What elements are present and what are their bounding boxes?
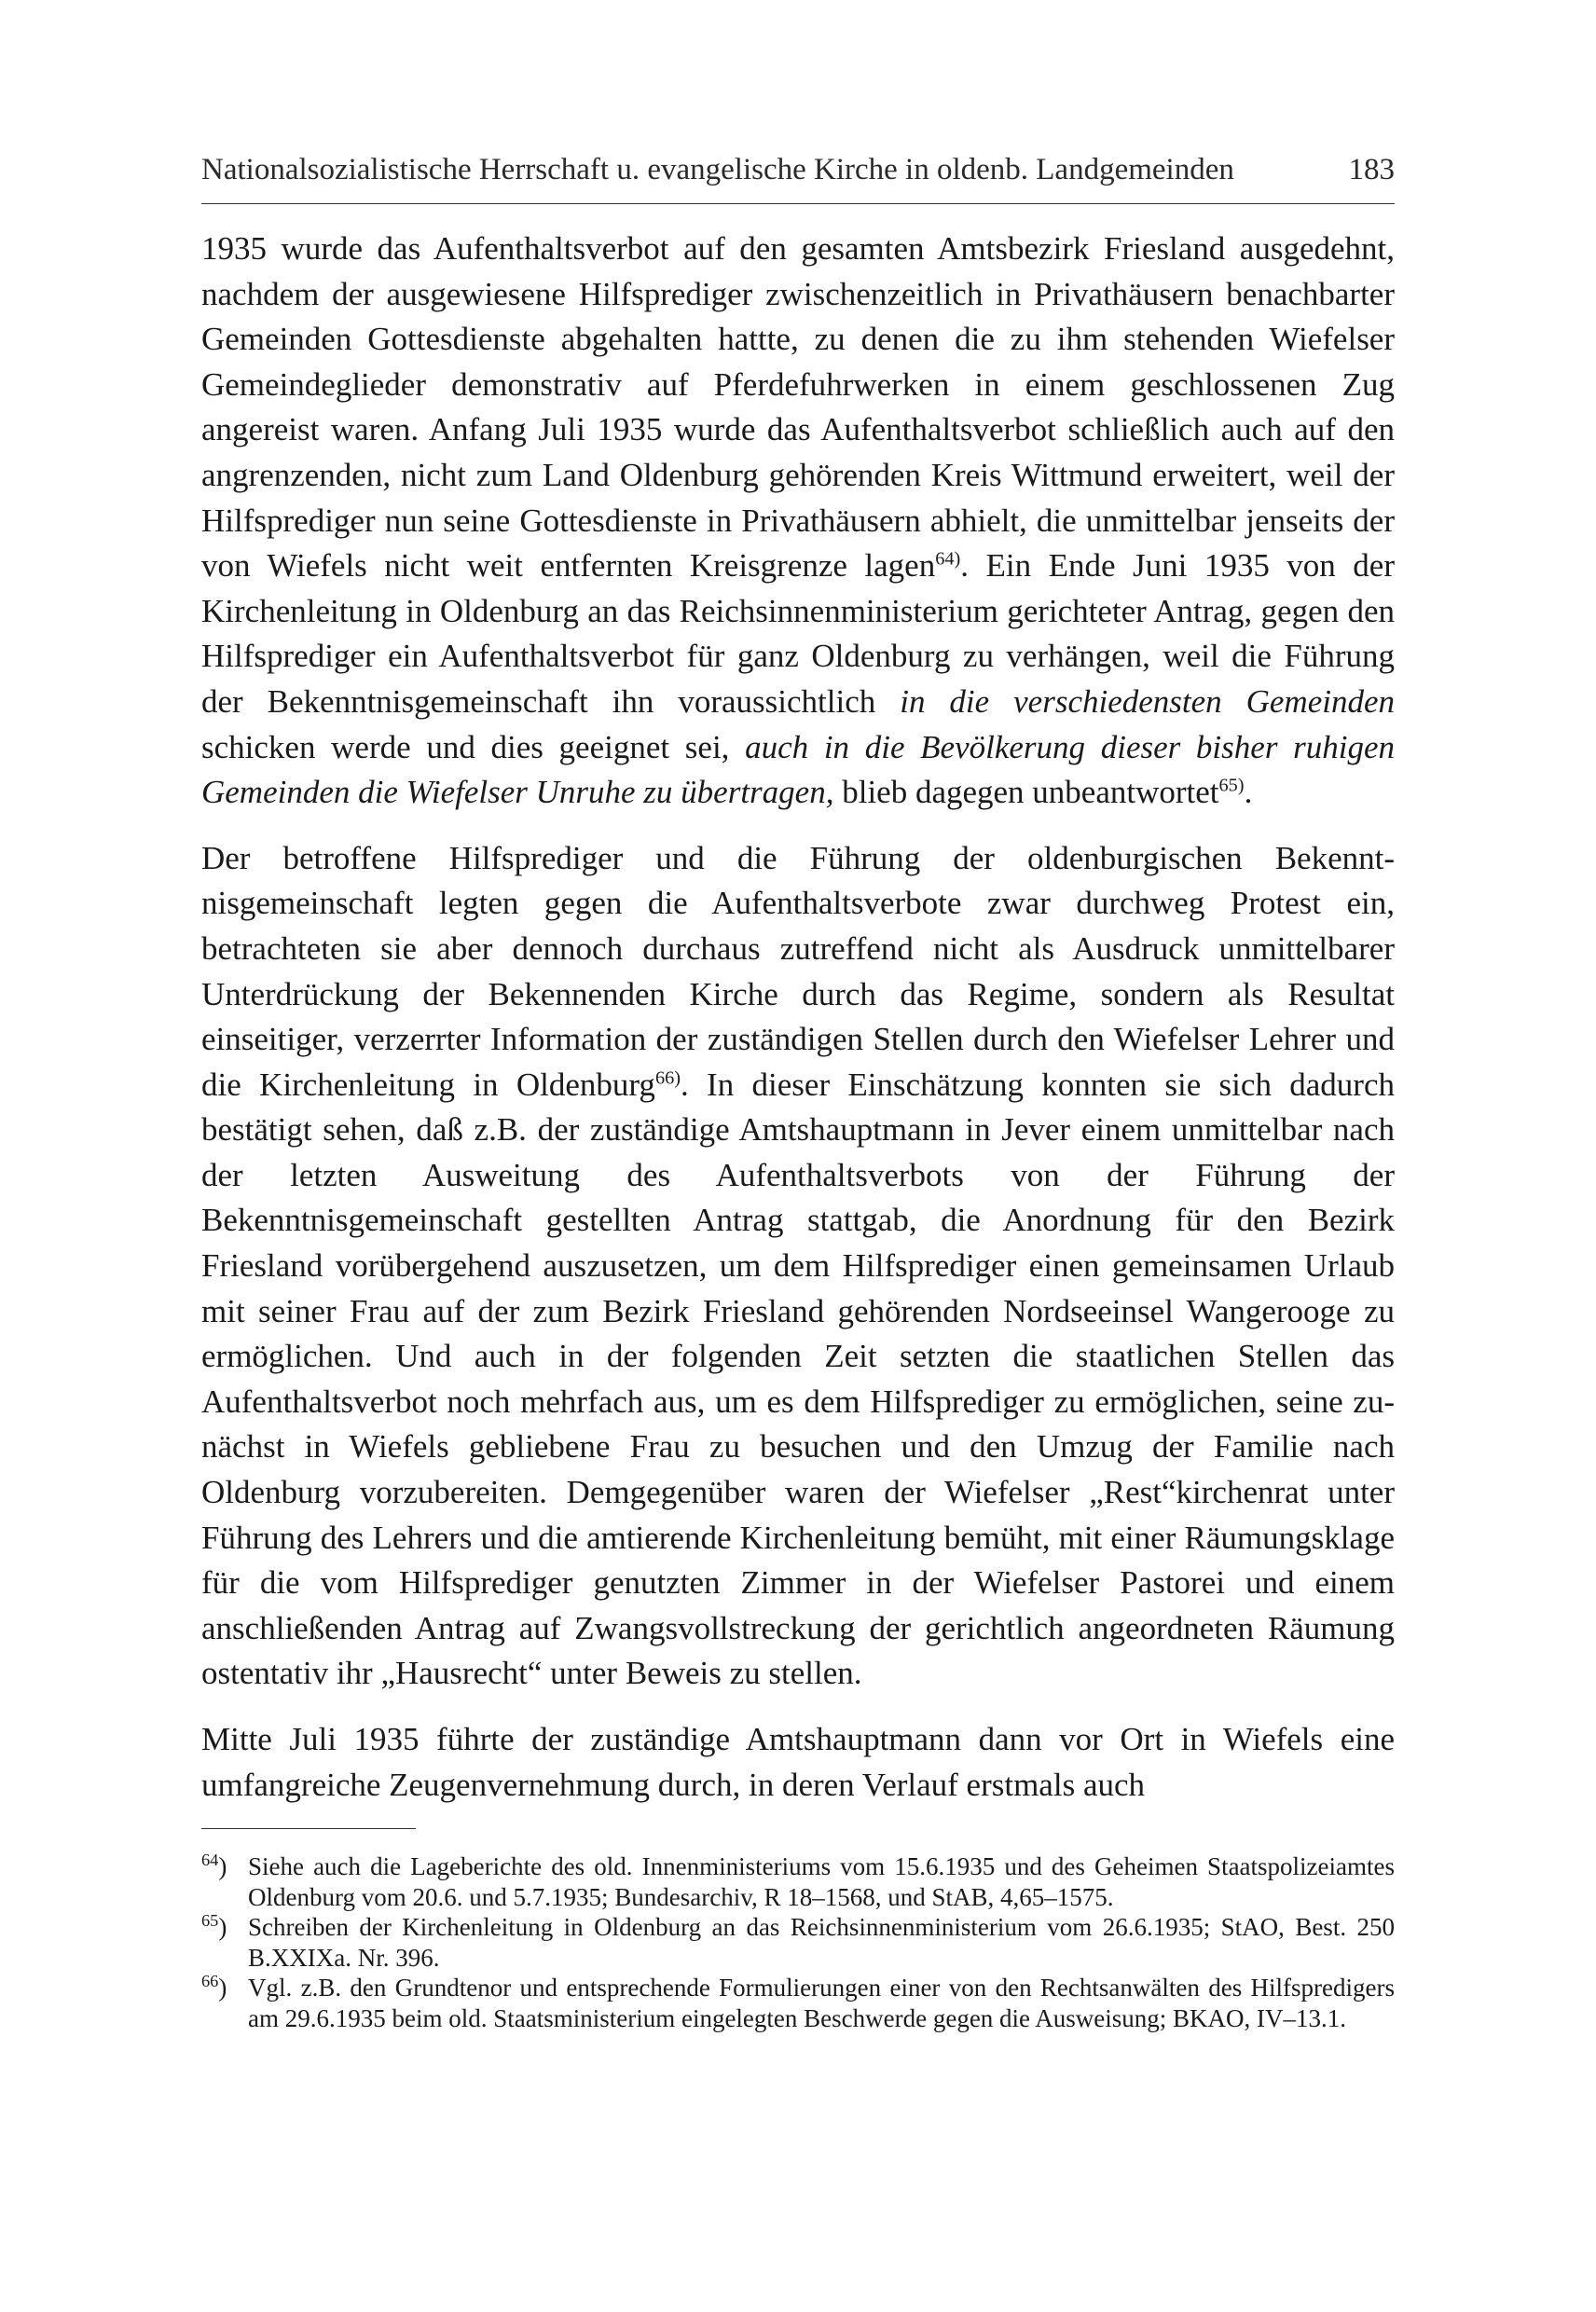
- footnote-66: [201, 1973, 1395, 2033]
- footnote-marker: $^{66}$): [201, 1972, 227, 2002]
- running-head: [201, 149, 1395, 190]
- paragraph-1: 1935 wurde das Aufenthaltsverbot auf den gesamten Amtsbezirk Friesland ausgedehnt, nachdem der ausgewiesene Hilfsprediger zwischenzeitlich in Privathäusern benachbarter Gemeinden Gottesdienste abgehalten hattte, zu denen die zu ihm stehenden Wiefelser Gemeindeglieder demonstrativ auf Pferdefuhrwerken in einem geschlossenen Zug angereist waren. Anfang Juli 1935 wurde das Aufenthaltsverbot schließlich auch auf den angrenzenden, nicht zum Land Oldenburg gehörenden Kreis Wittmund erweitert, weil der Hilfsprediger nun seine Gottesdienste in Privathäusern abhielt, die unmittelbar jenseits der von Wiefels nicht weit entfernten Kreisgrenze lagen$^{64)}$. Ein Ende Juni 1935 von der Kirchenleitung in Oldenburg an das Reichsinnenministerium gerichteter Antrag, gegen den Hilfsprediger ein Aufenthaltsverbot für ganz Oldenburg zu verhängen, weil die Führung der Bekenntnisgemeinschaft ihn voraussichtlich in die verschiedensten Gemeinden schicken werde und dies geeignet sei, auch in die Bevölkerung dieser bisher ruhigen Gemeinden die Wiefelser Unruhe zu übertragen, blieb dagegen unbeantwortet$^{65)}$.: [201, 230, 1395, 811]
- quote-emphasis-2: auch in die Bevölkerung dieser bisher ruhigen Gemeinden die Wiefelser Unruhe zu übertragen,: [201, 728, 1395, 811]
- running-title: Nationalsozialistische Herrschaft u. evangelische Kirche in oldenb. Landgemeinden: [201, 153, 1234, 186]
- footnote-text: Schreiben der Kirchenleitung in Oldenburg an das Reichsinnenministerium vom 26.6.1935; StAO, Best. 250 B.XXIXa. Nr. 396.: [248, 1913, 1395, 1972]
- footnote-marker: $^{64}$): [201, 1851, 227, 1881]
- footnotes: [201, 1851, 1395, 2033]
- footnote-ref-66[interactable]: 66): [654, 1067, 681, 1089]
- footnote-rule: [201, 1828, 416, 1829]
- footnote-ref-65[interactable]: 65): [1218, 775, 1245, 796]
- paragraph-2: Der betroffene Hilfsprediger und die Führung der oldenburgischen Bekenntnisgemeinschaft legten gegen die Aufenthaltsverbote zwar durchweg Protest ein, betrachteten sie aber dennoch durchaus zutreffend nicht als Ausdruck unmittelbarer Unterdrückung der Bekennenden Kirche durch das Regime, sondern als Resultat einseitiger, verzerrter Information der zuständigen Stellen durch den Wiefelser Lehrer und die Kirchenleitung in Oldenburg$^{66)}$. In dieser Einschätzung konnten sie sich dadurch bestätigt sehen, daß z.B. der zuständige Amtshauptmann in Jever einem unmittelbar nach der letzten Ausweitung des Aufenthaltsverbots von der Führung der Bekenntnisgemeinschaft gestellten Antrag stattgab, die Anordnung für den Bezirk Friesland vorübergehend auszusetzen, um dem Hilfsprediger einen gemeinsamen Urlaub mit seiner Frau auf der zum Bezirk Friesland gehörenden Nordseeinsel Wangerooge zu ermöglichen. Und auch in der folgenden Zeit setzten die staatlichen Stellen das Aufenthaltsverbot noch mehrfach aus, um es dem Hilfsprediger zu ermöglichen, seine zunächst in Wiefels gebliebene Frau zu besuchen und den Umzug der Familie nach Oldenburg vorzubereiten. Demgegenüber waren der Wiefelser „Rest“kirchenrat unter Führung des Lehrers und die amtierende Kirchenleitung bemüht, mit einer Räumungsklage für die vom Hilfsprediger genutzten Zimmer in der Wiefelser Pastorei und einem anschließenden Antrag auf Zwangsvollstreckung der gerichtlich angeordneten Räumung ostentativ ihr „Hausrecht“ unter Beweis zu stellen.: [201, 839, 1395, 1692]
- footnote-text: Siehe auch die Lageberichte des old. Innenministeriums vom 15.6.1935 und des Geheimen Staatspolizeiamtes Oldenburg vom 20.6. und 5.7.1935; Bundesarchiv, R 18–1568, und StAB, 4,65–1575.: [248, 1852, 1395, 1911]
- book-page: [201, 149, 1395, 2033]
- main-text: [201, 227, 1395, 1808]
- page-number: 183: [1348, 153, 1395, 186]
- footnote-marker: $^{65}$): [201, 1911, 227, 1942]
- footnote-65: [201, 1912, 1395, 1973]
- footnote-text: Vgl. z.B. den Grundtenor und entsprechende Formulierungen einer von den Rechtsanwälten des Hilfspredigers am 29.6.1935 beim old. Staatsministerium eingelegten Beschwerde gegen die Ausweisung; BKAO, IV–13.1.: [248, 1974, 1395, 2032]
- quote-emphasis-1: in die verschiedensten Gemeinden: [900, 682, 1395, 720]
- footnote-ref-64[interactable]: 64): [935, 548, 961, 570]
- paragraph-3: Mitte Juli 1935 führte der zuständige Amtshauptmann dann vor Ort in Wiefels eine umfangreiche Zeugenvernehmung durch, in deren Verlauf erstmals auch: [201, 1721, 1395, 1803]
- header-rule: [201, 203, 1395, 204]
- footnote-64: [201, 1851, 1395, 1912]
